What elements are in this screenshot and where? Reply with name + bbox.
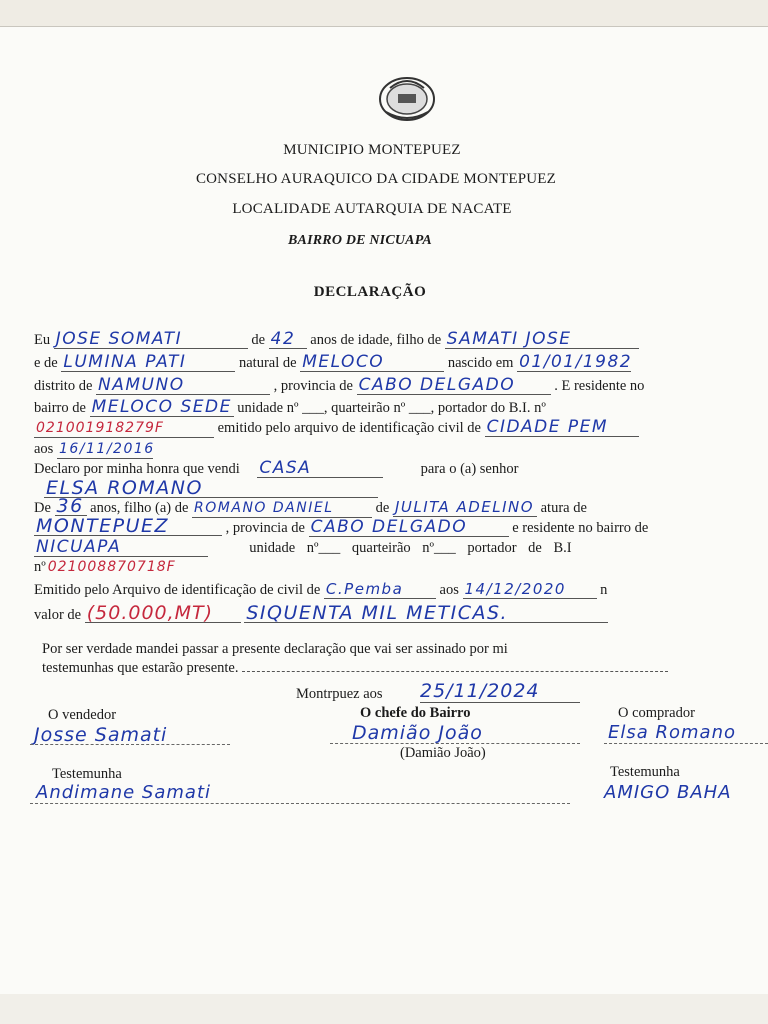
seller-birthplace-handwritten: MELOCO — [300, 353, 444, 372]
buyer-bi-date-handwritten: 14/12/2020 — [463, 580, 597, 599]
body-line-4: bairro de MELOCO SEDE unidade nº ___, quarteirão nº ___, portador do B.I. nº — [34, 397, 546, 417]
body-line-9: De 36 anos, filho (a) de ROMANO DANIEL de JULITA ADELINO atura de — [34, 495, 587, 517]
scan-bottom-edge — [0, 994, 768, 1024]
council-heading: CONSELHO AURAQUICO DA CIDADE MONTEPUEZ — [195, 171, 557, 187]
body-line-13: Emitido pelo Arquivo de identificação de civil de C.Pemba aos 14/12/2020 n — [34, 580, 608, 598]
document-title: DECLARAÇÃO — [313, 284, 427, 300]
body-line-6: aos 16/11/2016 — [34, 441, 155, 457]
buyer-bi-number-handwritten: 021008870718F — [47, 559, 176, 575]
chief-signature: Damião João — [352, 722, 483, 744]
seller-signature-line — [30, 743, 230, 745]
buyer-mother-handwritten: JULITA ADELINO — [393, 498, 537, 517]
body-line-12: nº 021008870718F — [34, 558, 230, 576]
place-date-handwritten: 25/11/2024 — [420, 680, 580, 703]
witness1-signature: Andimane Samati — [36, 782, 211, 803]
body-line-1: Eu JOSE SOMATI de 42 anos de idade, filho de SAMATI JOSE — [34, 330, 639, 349]
buyer-signature: Elsa Romano — [608, 722, 737, 743]
municipality-heading: MUNICIPIO MONTEPUEZ — [283, 142, 461, 158]
witness1-label: Testemunha — [52, 766, 122, 782]
body-line-5: 021001918279F emitido pelo arquivo de identificação civil de CIDADE PEM — [34, 418, 639, 438]
body-line-11: NICUAPA unidade nº___ quarteirão nº___ portador de B.I — [36, 537, 572, 557]
seller-signature-label: O vendedor — [48, 707, 117, 723]
seller-signature: Josse Samati — [34, 724, 168, 746]
sale-amount-words-handwritten: SIQUENTA MIL METICAS. — [244, 604, 608, 623]
buyer-city-handwritten: MONTEPUEZ — [34, 517, 222, 536]
buyer-father-handwritten: ROMANO DANIEL — [192, 499, 372, 518]
witness2-label: Testemunha — [610, 764, 680, 780]
buyer-name-handwritten: ELSA ROMANO — [44, 479, 378, 498]
buyer-signature-line — [604, 742, 768, 744]
body-line-16: testemunhas que estarão presente. — [42, 660, 668, 677]
chief-printed-name: (Damião João) — [400, 745, 486, 761]
body-line-10: MONTEPUEZ , provincia de CABO DELGADO e residente no bairro de — [36, 515, 649, 537]
body-line-2: e de LUMINA PATI natural de MELOCO nascido em 01/01/1982 — [34, 352, 633, 372]
witness2-signature: AMIGO BAHA — [604, 782, 732, 803]
seller-bi-number-handwritten: 021001918279F — [34, 419, 214, 438]
seller-bi-city-handwritten: CIDADE PEM — [485, 418, 639, 437]
locality-heading: LOCALIDADE AUTARQUIA DE NACATE — [232, 201, 512, 217]
seller-age-handwritten: 42 — [269, 330, 307, 349]
seller-district-handwritten: NAMUNO — [96, 376, 270, 395]
body-line-15: Por ser verdade mandei passar a presente declaração que vai ser assinado por mi — [42, 641, 508, 657]
buyer-age-handwritten: 36 — [55, 497, 87, 516]
place-date-label: Montrpuez aos — [296, 686, 383, 702]
seller-father-handwritten: SAMATI JOSE — [445, 330, 639, 349]
emblem-seal-icon — [376, 72, 438, 122]
witness-signature-line — [30, 802, 570, 804]
seller-name-handwritten: JOSE SOMATI — [54, 330, 248, 349]
sold-item-handwritten: CASA — [257, 459, 383, 478]
chief-signature-line — [330, 742, 580, 744]
buyer-bairro-handwritten: NICUAPA — [34, 538, 208, 557]
buyer-signature-label: O comprador — [618, 705, 695, 721]
sale-amount-handwritten: (50.000,MT) — [85, 604, 241, 623]
seller-bairro-handwritten: MELOCO SEDE — [91, 397, 232, 417]
body-line-7: Declaro por minha honra que vendi CASA para o (a) senhor — [34, 458, 519, 478]
body-line-14: valor de (50.000,MT) SIQUENTA MIL METICAS. — [34, 604, 608, 624]
seller-mother-handwritten: LUMINA PATI — [61, 353, 235, 372]
seller-province-handwritten: CABO DELGADO — [357, 376, 551, 395]
chief-signature-label: O chefe do Bairro — [360, 705, 471, 721]
body-line-8 — [44, 479, 378, 499]
neighborhood-heading: BAIRRO DE NICUAPA — [288, 233, 432, 248]
buyer-bi-city-handwritten: C.Pemba — [324, 580, 436, 599]
seller-bi-date-handwritten: 16/11/2016 — [58, 441, 155, 457]
body-line-3: distrito de NAMUNO , provincia de CABO DELGADO . E residente no — [34, 375, 645, 395]
seller-birthdate-handwritten: 01/01/1982 — [519, 352, 633, 372]
scan-top-edge — [0, 0, 768, 26]
buyer-province-handwritten: CABO DELGADO — [309, 518, 509, 537]
